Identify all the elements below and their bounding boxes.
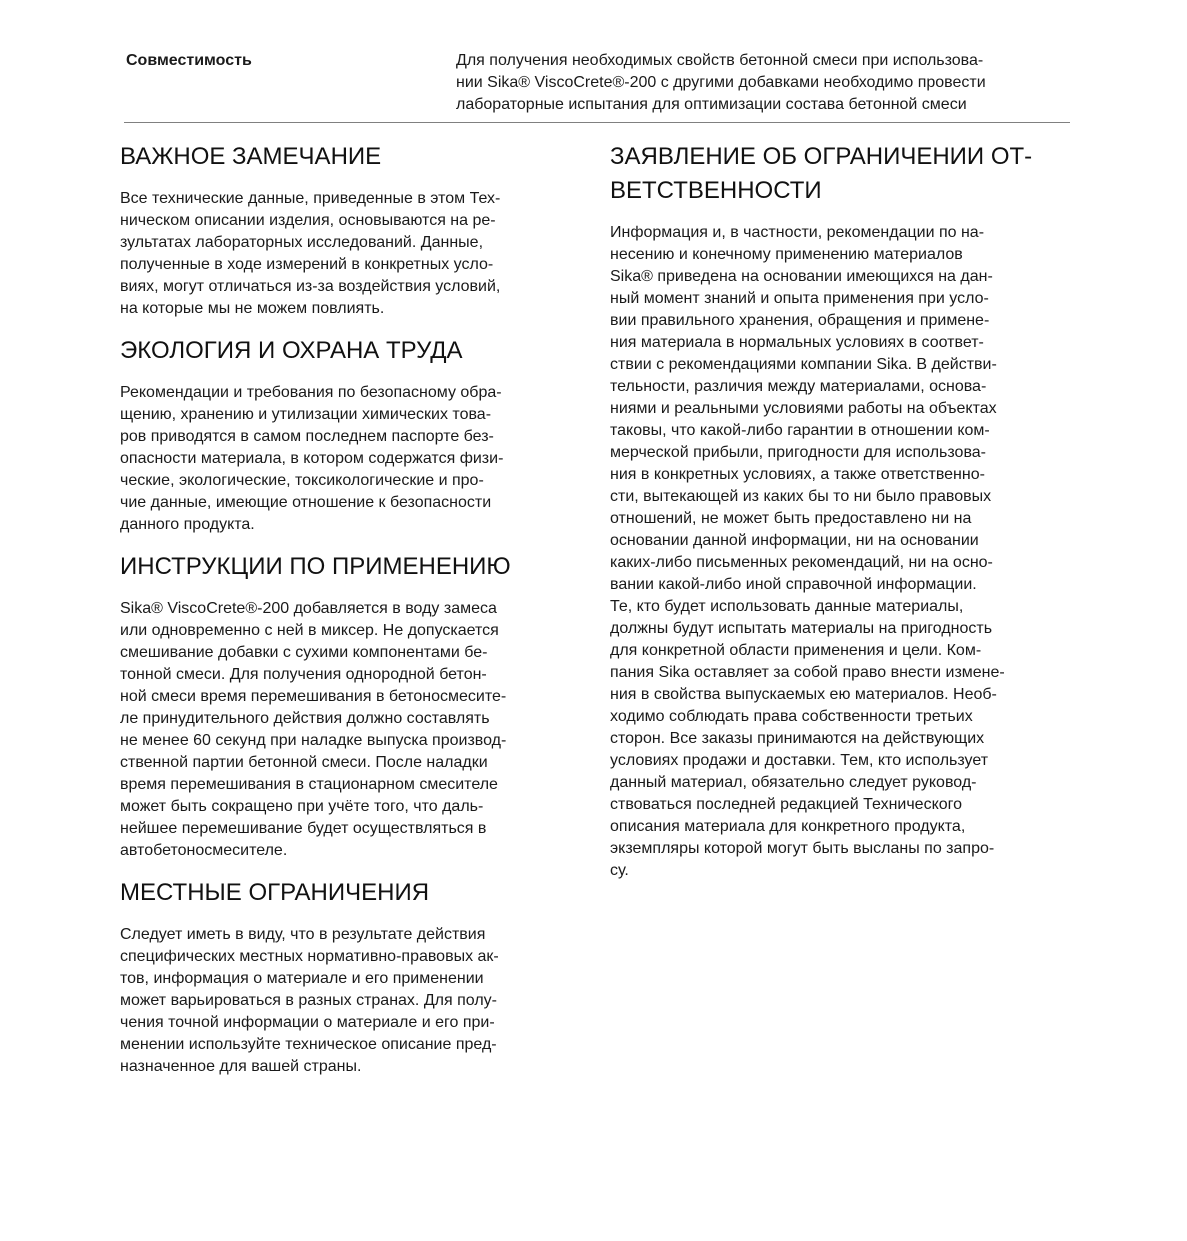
section-body: Рекомендации и требования по безопасному обра- щению, хранению и утилизации химических това- ров приводятся в самом последнем паспорте без- опасности материала, в котором содержатся физи- ческие, экологические, токсикологические и про- чие данные, имеющие отношение к безопасности данного продукта.	[120, 384, 504, 533]
section-body: Информация и, в частности, рекомендации по на- несению и конечному применению материалов Sika® приведена на основании имеющихся на дан- ный момент знаний и опыта применения при усло- вии правильного хранения, обращения и примене- ния материала в нормальных условиях в соответ- ствии с рекомендациями компании Sika. В действи- тельности, различия между материалами, основа- ниями и реальными условиями работы на объектах таковы, что какой-либо гарантии в отношении ком- мерческой прибыли, пригодности для использова- ния в конкретных условиях, а также ответственно- сти, вытекающей из каких бы то ни было правовых отношений, не может быть предоставлено ни на основании данной информации, ни на основании каких-либо письменных рекомендаций, ни на осно- вании какой-либо иной справочной информации. Те, кто будет использовать данные материалы, должны будут испытать материалы на пригодность для конкретной области применения и цели. Ком- пания Sika оставляет за собой право внести измене- ния в свойства выпускаемых ею материалов. Необ- ходимо соблюдать права собственности третьих сторон. Все заказы принимаются на действующих условиях продажи и доставки. Тем, кто использует данный материал, обязательно следует руковод- ствоваться последней редакцией Технического описания материала для конкретного продукта, экземпляры которой могут быть высланы по запро- су.	[610, 224, 1005, 879]
section-body: Следует иметь в виду, что в результате действия специфических местных нормативно-правовых ак- тов, информация о материале и его применении может варьироваться в разных странах. Для полу- чения точной информации о материале и его при- менении используйте техническое описание пред- назначенное для вашей страны.	[120, 926, 499, 1075]
section-body: Все технические данные, приведенные в этом Тех- ническом описании изделия, основываются на ре- зультатах лабораторных исследований. Данные, полученные в ходе измерений в конкретных усло- виях, могут отличаться из-за воздействия условий, на которые мы не можем повлиять.	[120, 190, 501, 317]
compatibility-text: Для получения необходимых свойств бетонной смеси при использова- нии Sika® ViscoCrete®-200 с другими добавками необходимо провести лабораторные испытания для оптимизации состава бетонной смеси	[456, 52, 986, 113]
section-ecology-safety	[120, 334, 570, 536]
section-heading: МЕСТНЫЕ ОГРАНИЧЕНИЯ	[120, 879, 430, 906]
section-heading: ЗАЯВЛЕНИЕ ОБ ОГРАНИЧЕНИИ ОТ- ВЕТСТВЕННОСТИ	[610, 143, 1033, 204]
compatibility-label: Совместимость	[126, 52, 252, 69]
section-application-instructions	[120, 550, 570, 862]
section-heading: ЭКОЛОГИЯ И ОХРАНА ТРУДА	[120, 337, 463, 364]
section-heading: ВАЖНОЕ ЗАМЕЧАНИЕ	[120, 143, 382, 170]
header-divider	[124, 122, 1070, 123]
left-column	[120, 140, 570, 1078]
right-column	[610, 140, 1060, 882]
section-important-note	[120, 140, 570, 320]
section-body: Sika® ViscoCrete®-200 добавляется в воду замеса или одновременно с ней в миксер. Не допускается смешивание добавки с сухими компонентами бе- тонной смеси. Для получения однородной бетон- ной смеси время перемешивания в бетоносмесите- ле принудительного действия должно составлять не менее 60 секунд при наладке выпуска производ- ственной партии бетонной смеси. После наладки время перемешивания в стационарном смесителе может быть сокращено при учёте того, что даль- нейшее перемешивание будет осуществляться в автобетоносмесителе.	[120, 600, 507, 859]
section-local-restrictions	[120, 876, 570, 1078]
section-heading: ИНСТРУКЦИИ ПО ПРИМЕНЕНИЮ	[120, 553, 511, 580]
section-disclaimer	[610, 140, 1060, 882]
